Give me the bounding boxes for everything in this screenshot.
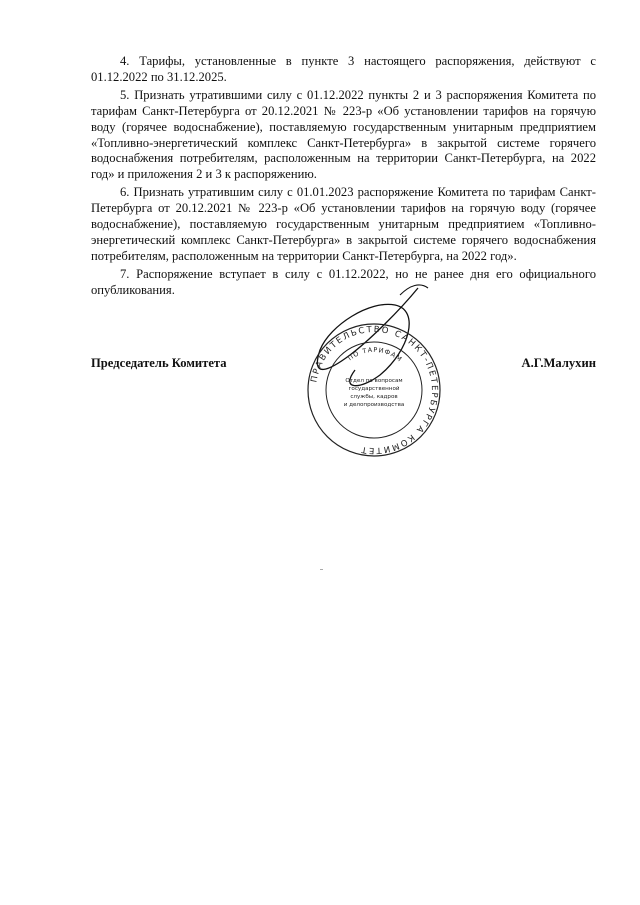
signatory-name: А.Г.Малухин [521,356,596,370]
paragraph-7: 7. Распоряжение вступает в силу с 01.12.2022, но не ранее дня его официального опубликования. [91,266,596,297]
signatory-title: Председатель Комитета [91,356,227,370]
paragraph-6: 6. Признать утратившим силу с 01.01.2023 распоряжение Комитета по тарифам Санкт-Петербурга от 20.12.2021 № 223-р «Об установлении тарифов на горячую воду (горячее водоснабжение), поставляемую государственным унитарным предприятием «Топливно-энергетический комплекс Санкт-Петербурга» в закрытой системе горячего водоснабжения потребителям, расположенным на территории Санкт-Петербурга, на 2022 год». [91,185,596,263]
paragraph-5: 5. Признать утратившими силу с 01.12.2022 пункты 2 и 3 распоряжения Комитета по тарифам Санкт-Петербурга от 20.12.2021 № 223-р «Об установлении тарифов на горячую воду (горячее водоснабжение), поставляемую государственным унитарным предприятием «Топливно-энергетический комплекс Санкт-Петербурга» в закрытой системе горячего водоснабжения потребителям, расположенным на территории Санкт-Петербурга, на 2022 год» и приложения 2 и 3 к распоряжению. [91,87,596,182]
stamp-line-2: государственной [348,386,400,392]
stamp-outer-text: ПРАВИТЕЛЬСТВО САНКТ-ПЕТЕРБУРГА КОМИТЕТ [309,324,440,456]
svg-text:ПО ТАРИФАМ [346,346,404,364]
stamp-line-4: и делопроизводства [343,402,405,408]
paragraph-4: 4. Тарифы, установленные в пункте 3 настоящего распоряжения, действуют с 01.12.2022 по 31.12.2025. [91,54,596,84]
stamp-line-1: Отдел по вопросам [345,378,403,384]
document-body [91,54,596,301]
scan-speck [320,569,323,570]
stamp-line-3: службы, кадров [350,394,398,400]
official-stamp [304,320,444,460]
stamp-middle-text: ПО ТАРИФАМ [346,345,404,364]
